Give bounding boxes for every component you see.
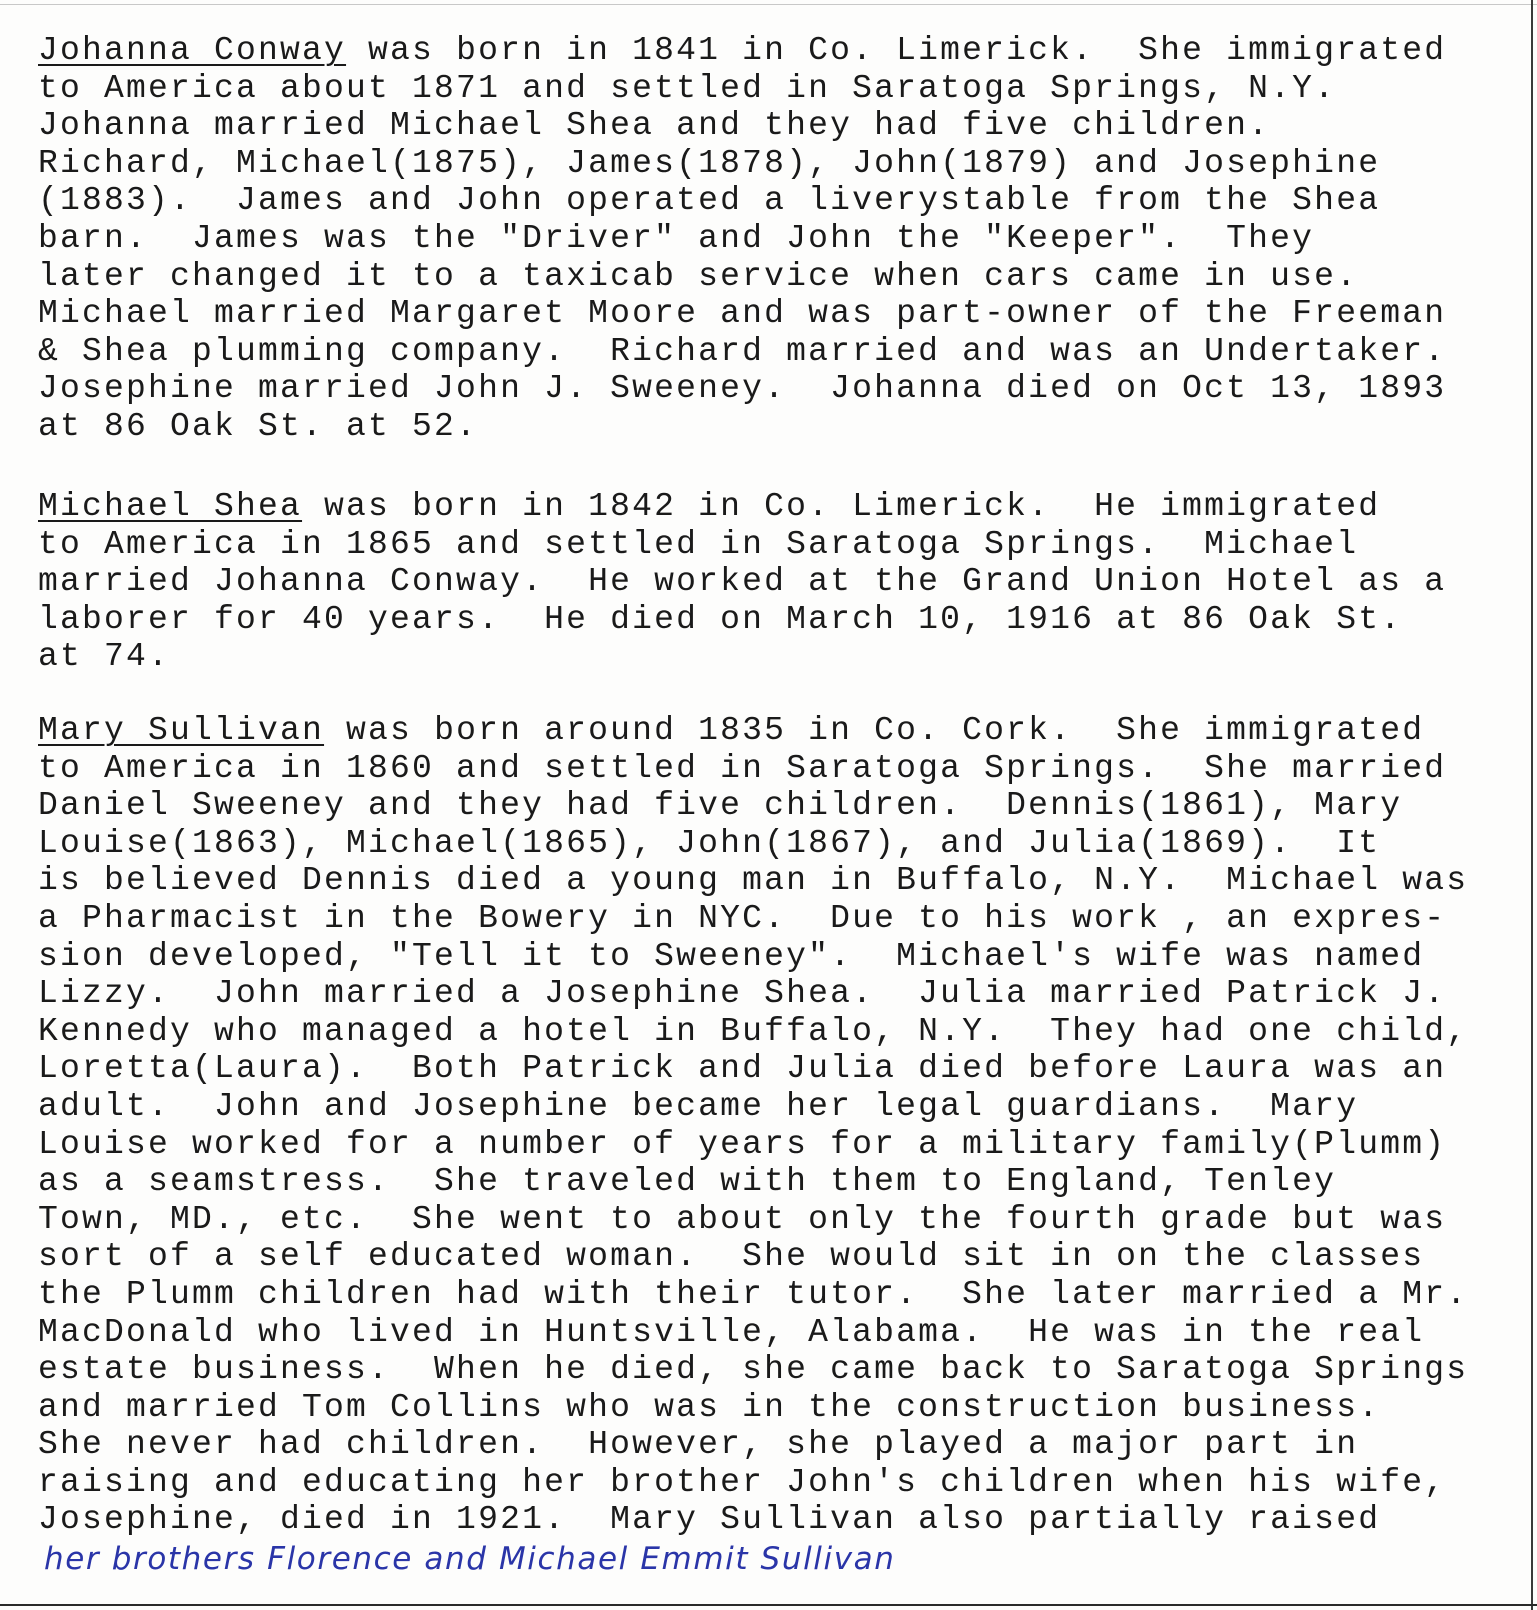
paragraph-line: and married Tom Collins who was in the construction business.: [38, 1388, 1381, 1426]
handwritten-note: her brothers Florence and Michael Emmit Sullivan: [44, 1541, 896, 1578]
paragraph-line: raising and educating her brother John's children when his wife,: [38, 1463, 1447, 1501]
paragraph-line: Louise worked for a number of years for a military family(Plumm): [38, 1125, 1447, 1163]
paragraph-line: Loretta(Laura). Both Patrick and Julia died before Laura was an: [38, 1050, 1447, 1088]
paragraph-line: & Shea plumming company. Richard married and was an Undertaker.: [38, 332, 1447, 370]
person-name-heading: Mary Sullivan: [38, 712, 325, 749]
paragraph-line: (1883). James and John operated a liverystable from the Shea: [38, 182, 1381, 220]
paragraph-line: Michael married Margaret Moore and was part-owner of the Freeman: [38, 295, 1447, 333]
paragraph-line: Johanna married Michael Shea and they had five children.: [38, 107, 1271, 145]
paragraph-line: to America in 1865 and settled in Saratoga Springs. Michael: [38, 525, 1359, 563]
paragraph-line: a Pharmacist in the Bowery in NYC. Due to his work , an expres-: [38, 899, 1447, 937]
paragraph-johanna-conway: [38, 32, 1528, 446]
paragraph-michael-shea: [38, 488, 1528, 676]
paragraph-line: as a seamstress. She traveled with them to England, Tenley: [38, 1163, 1337, 1201]
paragraph-line: adult. John and Josephine became her legal guardians. Mary: [38, 1087, 1359, 1125]
paragraph-line: Richard, Michael(1875), James(1878), John(1879) and Josephine: [38, 144, 1381, 182]
top-edge-rule: [0, 4, 1537, 5]
person-name-heading: Michael Shea: [38, 488, 303, 525]
paragraph-line: at 86 Oak St. at 52.: [38, 407, 479, 445]
right-edge-rule: [1531, 0, 1533, 1610]
paragraph-line: estate business. When he died, she came back to Saratoga Springs: [38, 1351, 1469, 1389]
paragraph-line: Michael Shea was born in 1842 in Co. Limerick. He immigrated: [38, 488, 1381, 525]
paragraph-line: the Plumm children had with their tutor. She later married a Mr.: [38, 1275, 1469, 1313]
paragraph-mary-sullivan: [38, 712, 1528, 1579]
paragraph-line: Johanna Conway was born in 1841 in Co. Limerick. She immigrated: [38, 32, 1447, 69]
paragraph-line: to America in 1860 and settled in Saratoga Springs. She married: [38, 749, 1447, 787]
paragraph-line: sort of a self educated woman. She would sit in on the classes: [38, 1238, 1425, 1276]
paragraph-line: She never had children. However, she played a major part in: [38, 1426, 1359, 1464]
paragraph-line: laborer for 40 years. He died on March 10, 1916 at 86 Oak St.: [38, 600, 1403, 638]
person-name-heading: Johanna Conway: [38, 32, 347, 69]
paragraph-line: Lizzy. John married a Josephine Shea. Julia married Patrick J.: [38, 975, 1447, 1013]
paragraph-line: Josephine married John J. Sweeney. Johanna died on Oct 13, 1893: [38, 370, 1447, 408]
paragraph-line: barn. James was the "Driver" and John the "Keeper". They: [38, 219, 1315, 257]
paragraph-line: Louise(1863), Michael(1865), John(1867), and Julia(1869). It: [38, 824, 1381, 862]
paragraph-line: later changed it to a taxicab service when cars came in use.: [38, 257, 1359, 295]
paragraph-line: Kennedy who managed a hotel in Buffalo, N.Y. They had one child,: [38, 1012, 1469, 1050]
paragraph-line: MacDonald who lived in Huntsville, Alabama. He was in the real: [38, 1313, 1425, 1351]
paragraph-line: is believed Dennis died a young man in Buffalo, N.Y. Michael was: [38, 862, 1469, 900]
paragraph-line: Josephine, died in 1921. Mary Sullivan also partially raised: [38, 1501, 1381, 1539]
paragraph-line: at 74.: [38, 638, 171, 676]
paragraph-line: Mary Sullivan was born around 1835 in Co. Cork. She immigrated: [38, 712, 1425, 749]
paragraph-line: married Johanna Conway. He worked at the Grand Union Hotel as a: [38, 563, 1447, 601]
paragraph-line: Daniel Sweeney and they had five children. Dennis(1861), Mary: [38, 787, 1403, 825]
paragraph-line: Town, MD., etc. She went to about only the fourth grade but was: [38, 1200, 1447, 1238]
paragraph-line: to America about 1871 and settled in Saratoga Springs, N.Y.: [38, 69, 1337, 107]
bottom-edge-rule: [0, 1604, 1537, 1606]
paragraph-line: sion developed, "Tell it to Sweeney". Michael's wife was named: [38, 937, 1425, 975]
